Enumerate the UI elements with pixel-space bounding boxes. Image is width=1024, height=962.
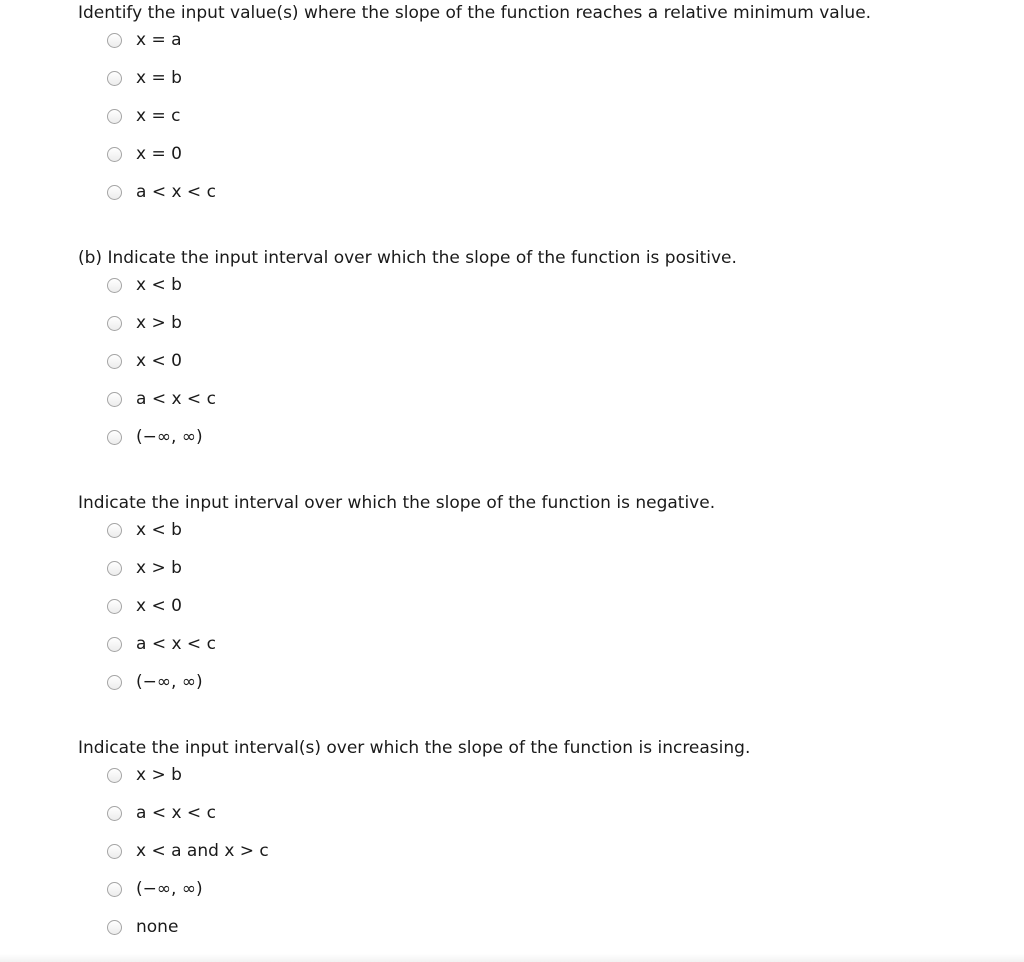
radio-button[interactable] <box>107 71 122 86</box>
option-label[interactable]: x < b <box>136 275 182 295</box>
radio-button[interactable] <box>107 430 122 445</box>
option-label[interactable]: x < 0 <box>136 351 182 371</box>
option-label[interactable]: a < x < c <box>136 634 216 654</box>
question-4-option-1[interactable] <box>78 762 1008 800</box>
radio-button[interactable] <box>107 523 122 538</box>
radio-button[interactable] <box>107 316 122 331</box>
question-1-option-1[interactable] <box>78 27 1008 65</box>
question-3 <box>78 493 1008 707</box>
option-label[interactable]: x = b <box>136 68 182 88</box>
option-label[interactable]: a < x < c <box>136 803 216 823</box>
radio-button[interactable] <box>107 768 122 783</box>
radio-button[interactable] <box>107 392 122 407</box>
question-3-options <box>78 517 1008 707</box>
question-2-text: (b) Indicate the input interval over which the slope of the function is positive. <box>78 248 737 268</box>
option-label[interactable]: (−∞, ∞) <box>136 672 203 692</box>
question-1-option-3[interactable] <box>78 103 1008 141</box>
option-label[interactable]: x = c <box>136 106 181 126</box>
bottom-fade <box>0 954 1024 962</box>
question-4-option-3[interactable] <box>78 838 1008 876</box>
question-2-option-5[interactable] <box>78 424 1008 462</box>
question-3-option-2[interactable] <box>78 555 1008 593</box>
question-2-option-2[interactable] <box>78 310 1008 348</box>
question-2-option-1[interactable] <box>78 272 1008 310</box>
option-label[interactable]: a < x < c <box>136 389 216 409</box>
option-label[interactable]: (−∞, ∞) <box>136 879 203 899</box>
option-label[interactable]: x < b <box>136 520 182 540</box>
question-1-text: Identify the input value(s) where the slope of the function reaches a relative minimum value. <box>78 3 872 23</box>
radio-button[interactable] <box>107 637 122 652</box>
question-3-option-5[interactable] <box>78 669 1008 707</box>
question-1-option-5[interactable] <box>78 179 1008 217</box>
question-1-option-2[interactable] <box>78 65 1008 103</box>
option-label[interactable]: x = a <box>136 30 182 50</box>
radio-button[interactable] <box>107 599 122 614</box>
radio-button[interactable] <box>107 185 122 200</box>
question-2-option-3[interactable] <box>78 348 1008 386</box>
option-label[interactable]: x < a and x > c <box>136 841 269 861</box>
question-1 <box>78 3 1008 217</box>
radio-button[interactable] <box>107 882 122 897</box>
question-2-option-4[interactable] <box>78 386 1008 424</box>
question-4-options <box>78 762 1008 952</box>
radio-button[interactable] <box>107 354 122 369</box>
option-label[interactable]: (−∞, ∞) <box>136 427 203 447</box>
radio-button[interactable] <box>107 147 122 162</box>
radio-button[interactable] <box>107 844 122 859</box>
question-4-option-2[interactable] <box>78 800 1008 838</box>
radio-button[interactable] <box>107 109 122 124</box>
option-label[interactable]: x = 0 <box>136 144 182 164</box>
radio-button[interactable] <box>107 33 122 48</box>
question-3-option-1[interactable] <box>78 517 1008 555</box>
question-2 <box>78 248 1008 462</box>
question-2-options <box>78 272 1008 462</box>
question-4-option-4[interactable] <box>78 876 1008 914</box>
option-label[interactable]: x > b <box>136 765 182 785</box>
option-label[interactable]: a < x < c <box>136 182 216 202</box>
radio-button[interactable] <box>107 806 122 821</box>
radio-button[interactable] <box>107 278 122 293</box>
question-3-option-3[interactable] <box>78 593 1008 631</box>
radio-button[interactable] <box>107 561 122 576</box>
question-4-text: Indicate the input interval(s) over which the slope of the function is increasing. <box>78 738 751 758</box>
question-3-text: Indicate the input interval over which the slope of the function is negative. <box>78 493 716 513</box>
question-4-option-5[interactable] <box>78 914 1008 952</box>
question-1-option-4[interactable] <box>78 141 1008 179</box>
option-label[interactable]: x > b <box>136 313 182 333</box>
option-label[interactable]: none <box>136 917 179 937</box>
question-1-options <box>78 27 1008 217</box>
question-3-option-4[interactable] <box>78 631 1008 669</box>
option-label[interactable]: x < 0 <box>136 596 182 616</box>
option-label[interactable]: x > b <box>136 558 182 578</box>
radio-button[interactable] <box>107 920 122 935</box>
question-4 <box>78 738 1008 952</box>
radio-button[interactable] <box>107 675 122 690</box>
